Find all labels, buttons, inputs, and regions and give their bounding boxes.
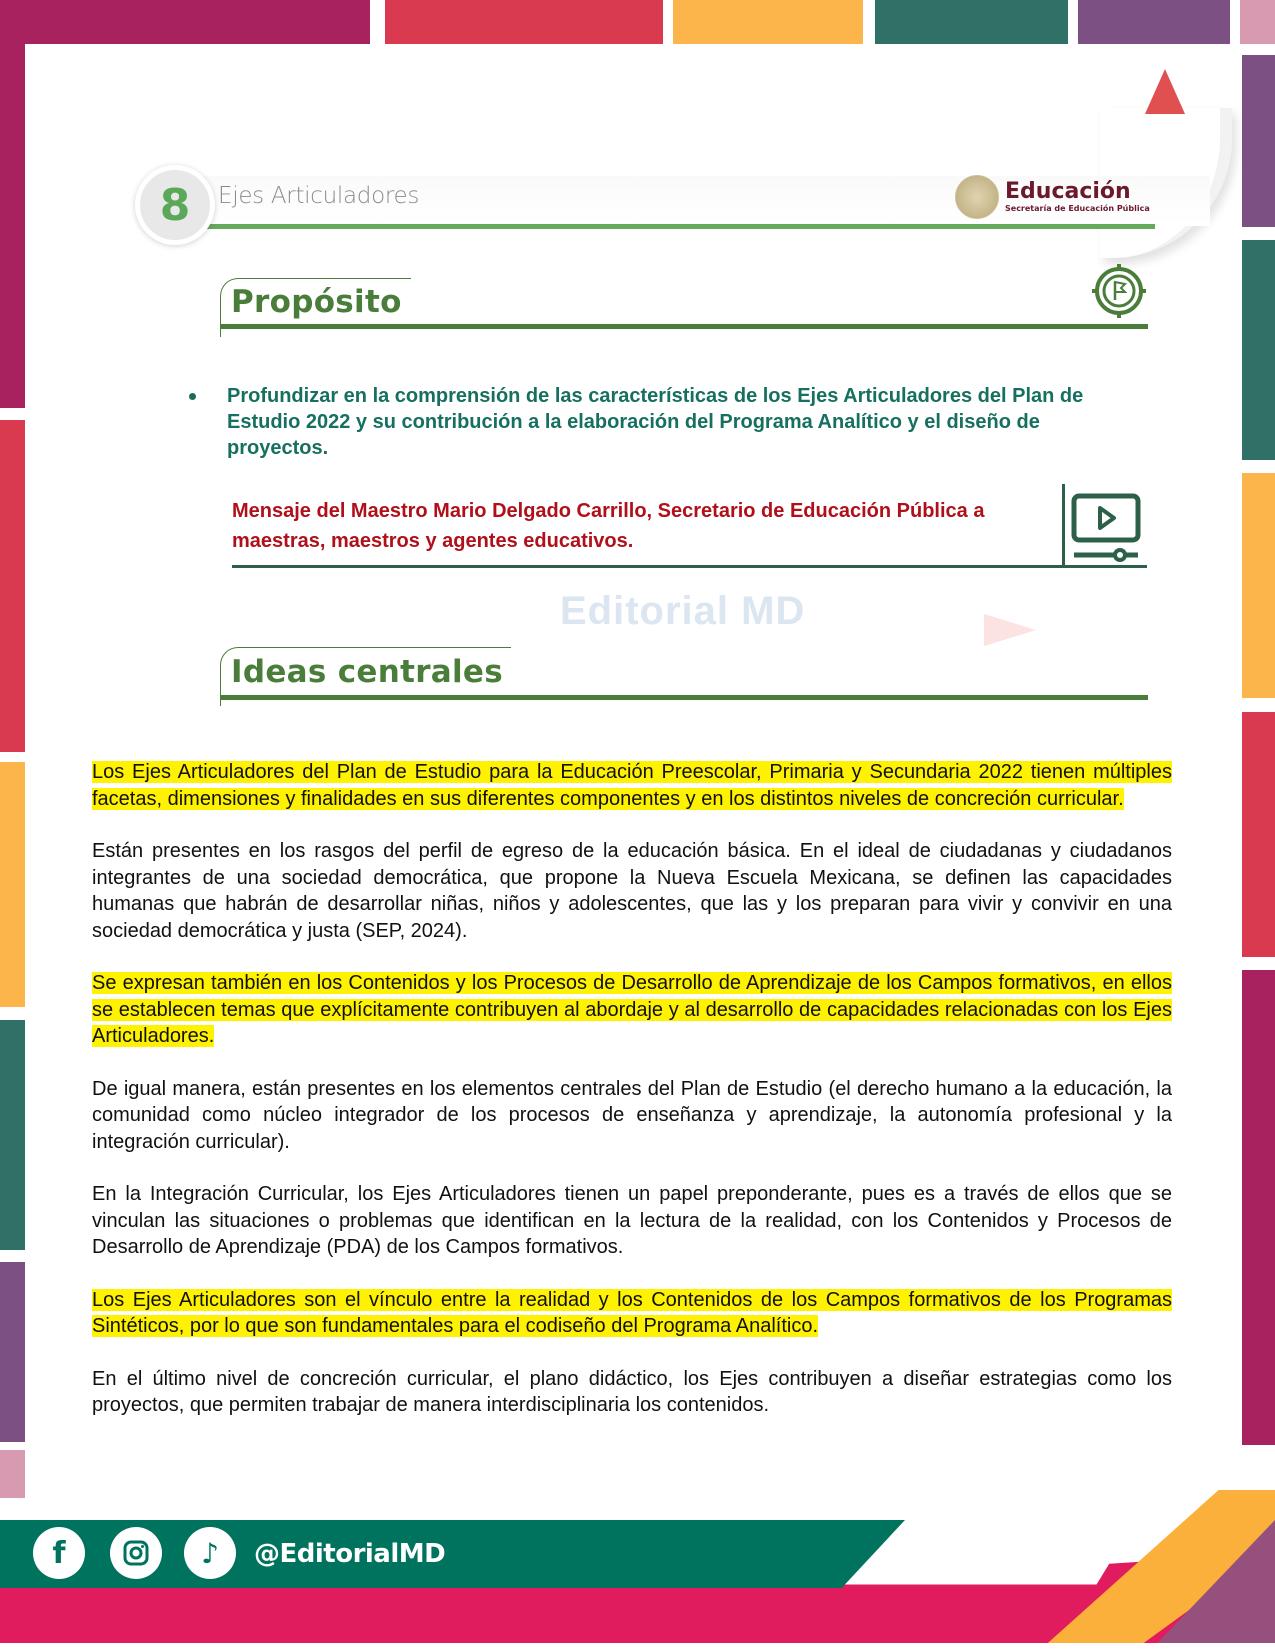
ideas-heading-rule <box>220 695 1148 700</box>
logo-name: Educación <box>1005 179 1131 204</box>
section-title: Ejes Articuladores <box>218 183 420 209</box>
logo-subtitle: Secretaría de Educación Pública <box>1005 204 1150 213</box>
paragraph-text: De igual manera, están presentes en los elementos centrales del Plan de Estudio (el derecho humano a la educación, la comunidad como núcleo integrador de los procesos de enseñanza y aprendizaje, la autonomía profesional y la integración curricular). <box>92 1077 1172 1153</box>
footer-bottom-edge <box>0 1643 1275 1650</box>
top-band-magenta <box>0 0 370 44</box>
top-band-purple <box>1078 0 1230 44</box>
paragraph-3 <box>92 970 1172 1050</box>
paragraph-6 <box>92 1287 1172 1340</box>
left-band-purple <box>0 1262 25 1442</box>
top-band-red <box>385 0 663 44</box>
left-band-teal <box>0 1020 25 1250</box>
paragraph-5 <box>92 1181 1172 1261</box>
instagram-glyph <box>122 1539 150 1567</box>
video-message-link[interactable]: Mensaje del Maestro Mario Delgado Carrillo, Secretario de Educación Pública a maestras, maestros y agentes educativos. <box>232 500 985 552</box>
left-band-pink <box>0 1450 25 1498</box>
header-arrow-icon <box>1140 64 1190 114</box>
proposito-heading: Propósito <box>231 284 402 320</box>
top-band-orange <box>673 0 863 44</box>
paragraph-4 <box>92 1076 1172 1156</box>
instagram-icon[interactable] <box>110 1527 162 1579</box>
ideas-body <box>92 759 1172 1419</box>
right-band-red <box>1242 712 1275 957</box>
left-band-magenta <box>0 44 25 408</box>
watermark-text: Editorial MD <box>560 589 806 633</box>
top-band-teal <box>875 0 1068 44</box>
paragraph-7 <box>92 1366 1172 1419</box>
section-number-badge: 8 <box>135 165 215 245</box>
proposito-text: Profundizar en la comprensión de las características de los Ejes Articuladores del Plan de Estudio 2022 y su contribución a la elaboración del Programa Analítico y el diseño de proyectos. <box>227 385 1084 459</box>
facebook-icon[interactable] <box>33 1527 85 1579</box>
message-divider <box>1062 484 1065 568</box>
paragraph-text: Están presentes en los rasgos del perfil de egreso de la educación básica. En el ideal de ciudadanas y ciudadanos integrantes de una sociedad democrática, que propone la Nueva Escuela Mexicana, se definen las capacidades humanas que habrán de desarrollar niñas, niños y adolescentes, que las y los preparan para vivir y convivir en una sociedad democrática y justa (SEP, 2024). <box>92 840 1172 942</box>
social-handle[interactable]: @EditorialMD <box>254 1539 446 1569</box>
tiktok-glyph: ♪ <box>201 1536 219 1570</box>
paragraph-text: Los Ejes Articuladores del Plan de Estudio para la Educación Preescolar, Primaria y Secundaria 2022 tienen múltiples facetas, dimensiones y finalidades en sus diferentes componentes y en los distintos niveles de concreción curricular. <box>92 761 1172 810</box>
bullet-icon <box>189 393 196 400</box>
paragraph-1 <box>92 759 1172 812</box>
national-seal-icon <box>955 175 999 219</box>
message-underline <box>232 565 1147 568</box>
paragraph-text: En el último nivel de concreción curricular, el plano didáctico, los Ejes contribuyen a diseñar estrategias como los proyectos, que permiten trabajar de manera interdisciplinaria los contenidos. <box>92 1367 1172 1416</box>
facebook-glyph: f <box>52 1535 66 1571</box>
target-flag-icon <box>1090 262 1148 320</box>
tiktok-icon[interactable] <box>184 1527 236 1579</box>
left-band-red <box>0 420 25 752</box>
watermark-play-icon <box>980 612 1040 648</box>
paragraph-2 <box>92 838 1172 944</box>
header-underline <box>165 224 1155 229</box>
top-band-pink <box>1240 0 1275 44</box>
right-band-purple <box>1242 55 1275 227</box>
sep-logo <box>955 175 1150 219</box>
video-player-icon[interactable] <box>1070 492 1142 564</box>
paragraph-text: En la Integración Curricular, los Ejes Articuladores tienen un papel preponderante, pues es a través de ellos que se vinculan las situaciones o problemas que identifican en la lectura de la realidad, con los Contenidos y Procesos de Desarrollo de Aprendizaje (PDA) de los Campos formativos. <box>92 1183 1172 1258</box>
paragraph-text: Se expresan también en los Contenidos y los Procesos de Desarrollo de Aprendizaje de los Campos formativos, en ellos se establecen temas que explícitamente contribuyen al abordaje y al desarrollo de capacidades relacionadas con los Ejes Articuladores. <box>92 972 1172 1047</box>
right-band-magenta <box>1242 970 1275 1445</box>
proposito-heading-rule <box>220 324 1148 329</box>
left-band-orange <box>0 762 25 1007</box>
paragraph-text: Los Ejes Articuladores son el vínculo entre la realidad y los Contenidos de los Campos formativos de los Programas Sintéticos, por lo que son fundamentales para el codiseño del Programa Analítico. <box>92 1288 1172 1337</box>
right-band-teal <box>1242 240 1275 460</box>
ideas-heading: Ideas centrales <box>231 654 504 690</box>
right-band-orange <box>1242 473 1275 698</box>
